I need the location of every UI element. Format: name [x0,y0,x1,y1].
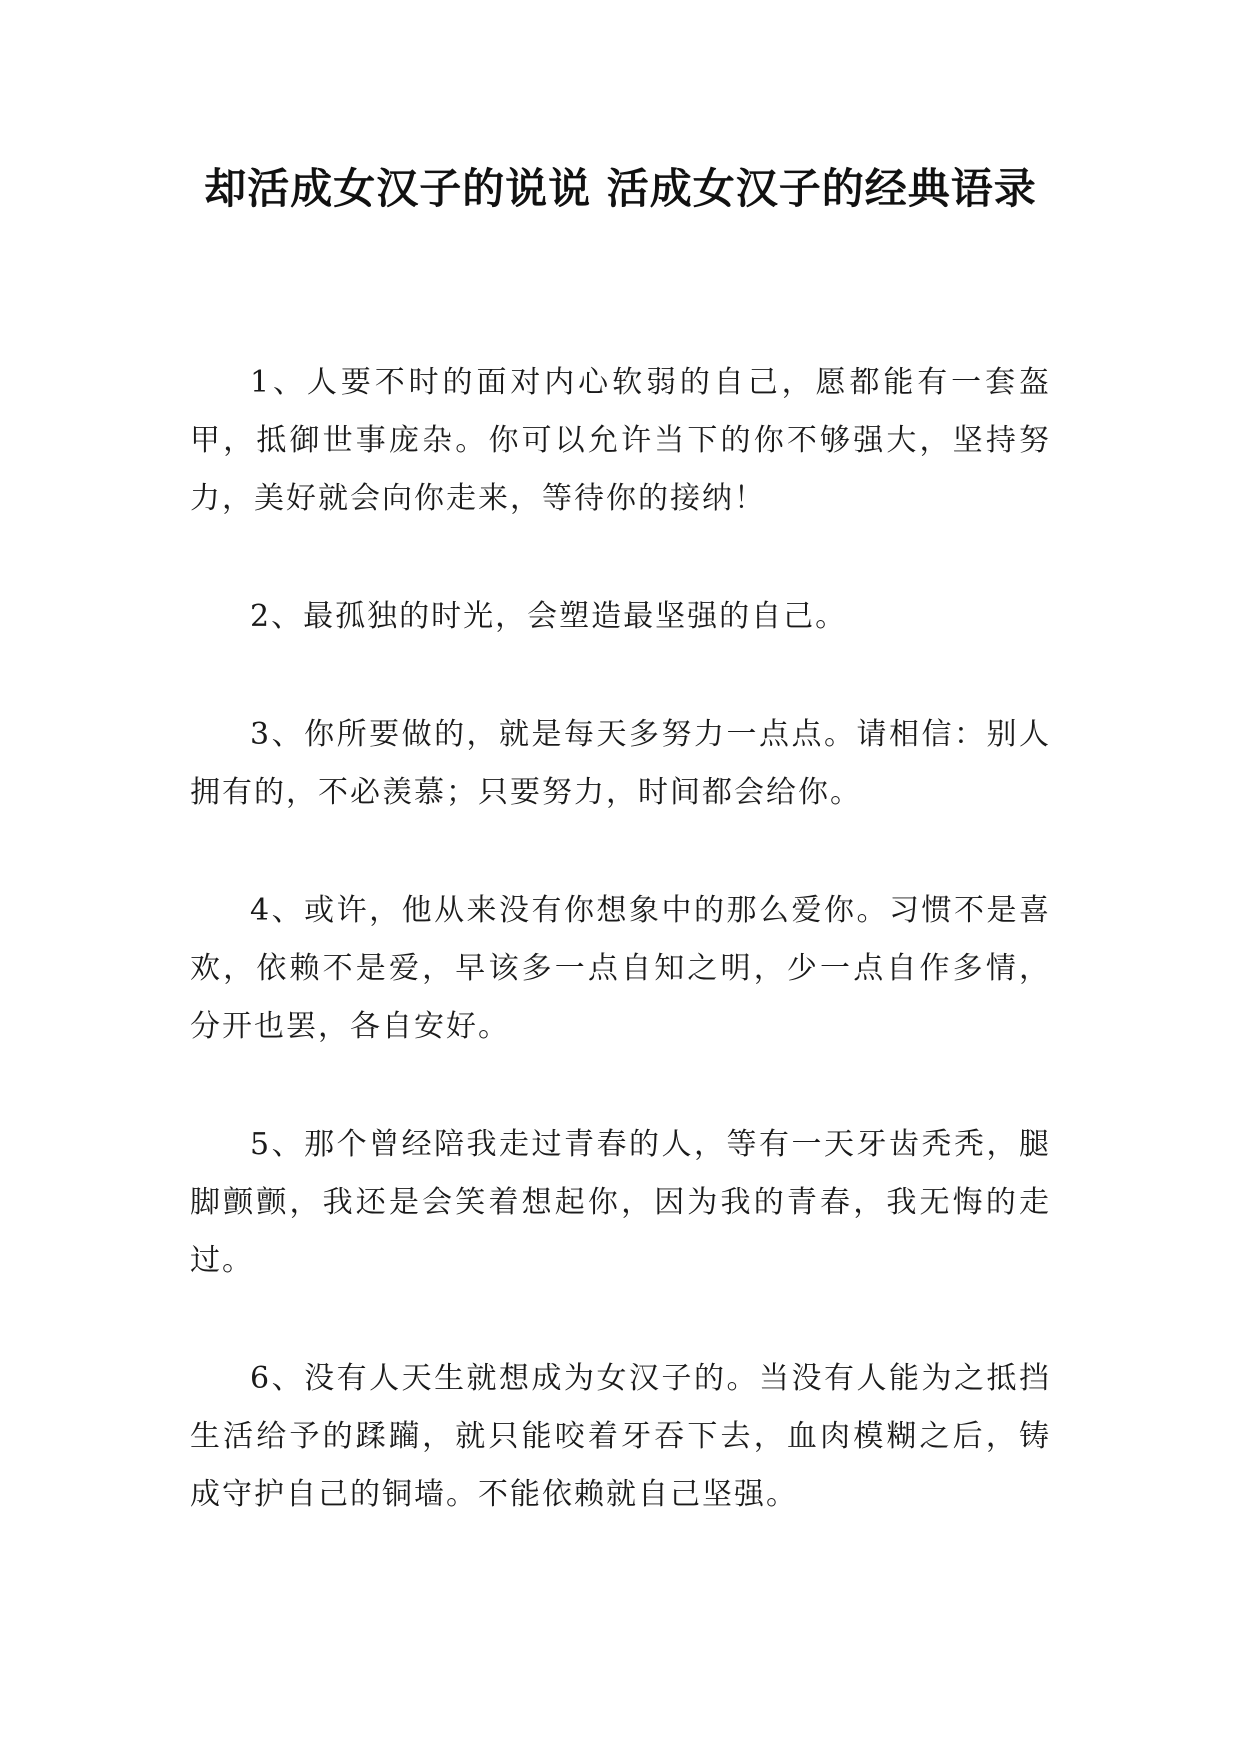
quote-paragraph-2: 2、最孤独的时光，会塑造最坚强的自己。 [250,599,848,634]
quote-paragraph-5: 5、那个曾经陪我走过青春的人，等有一天牙齿秃秃，腿脚颤颤，我还是会笑着想起你，因为我的青春，我无悔的走过。 [190,1127,1051,1278]
document-title: 却活成女汉子的说说 活成女汉子的经典语录 [204,164,1037,213]
quote-paragraph-1: 1、人要不时的面对内心软弱的自己，愿都能有一套盔甲，抵御世事庞杂。你可以允许当下的你不够强大，坚持努力，美好就会向你走来，等待你的接纳！ [190,365,1051,516]
document-body [190,354,1051,1584]
quote-paragraph-4: 4、或许，他从来没有你想象中的那么爱你。习惯不是喜欢，依赖不是爱，早该多一点自知之明，少一点自作多情，分开也罢，各自安好。 [190,893,1051,1044]
quote-paragraph-6: 6、没有人天生就想成为女汉子的。当没有人能为之抵挡生活给予的蹂躏，就只能咬着牙吞下去，血肉模糊之后，铸成守护自己的铜墙。不能依赖就自己坚强。 [190,1361,1051,1512]
quote-paragraph-3: 3、你所要做的，就是每天多努力一点点。请相信：别人拥有的，不必羡慕；只要努力，时间都会给你。 [190,717,1051,810]
